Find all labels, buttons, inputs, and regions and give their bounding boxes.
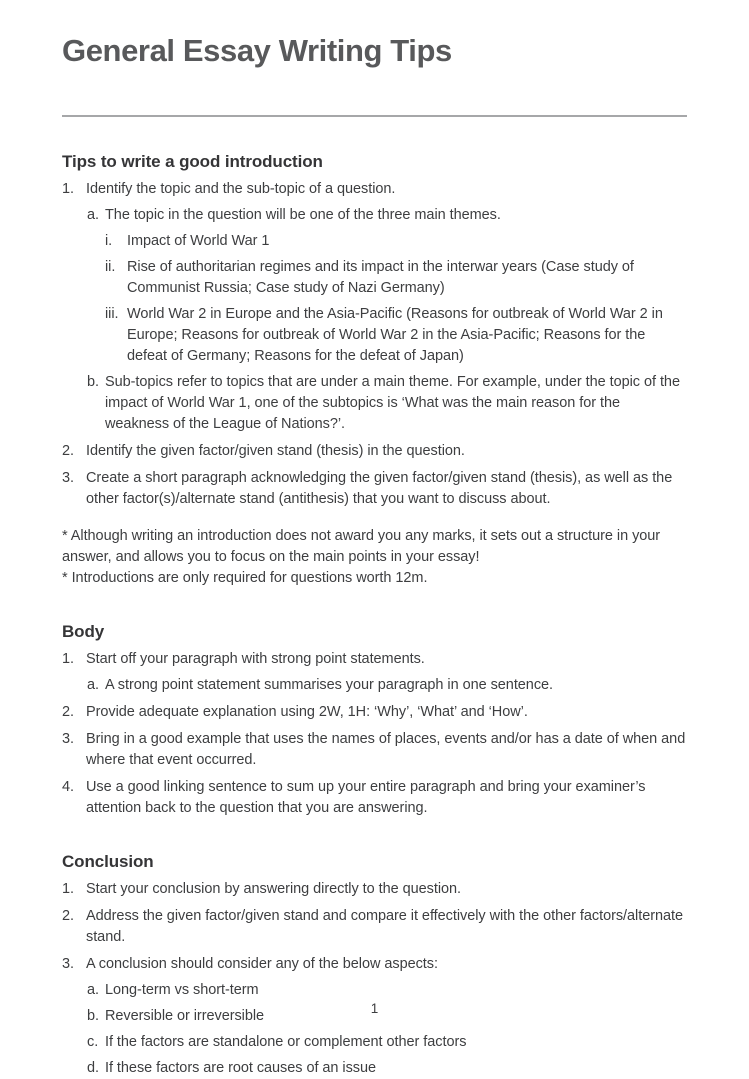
list-item-text: World War 2 in Europe and the Asia-Pacific (Reasons for outbreak of World War 2 in Europe; Reasons for outbreak of World War 2 in the Asia-Pacific; Reasons for the defeat of Germany; Reasons for the defeat of Japan) (127, 305, 663, 364)
list-item (87, 205, 687, 367)
list-marker: 1. (62, 180, 74, 197)
list-item (62, 702, 687, 723)
sub-list (87, 980, 687, 1079)
list-marker: 1. (62, 880, 74, 897)
horizontal-rule (62, 115, 687, 117)
list-item (62, 906, 687, 948)
list-item-text: Bring in a good example that uses the names of places, events and/or has a date of when and where that event occurred. (86, 730, 686, 768)
sub-list (87, 675, 687, 696)
list-item-text: A strong point statement summarises your paragraph in one sentence. (105, 676, 554, 693)
list-marker: iii. (105, 305, 119, 322)
sub-sub-list (105, 231, 687, 367)
list-marker: 3. (62, 955, 74, 972)
list-item (62, 954, 687, 1079)
list-item-text: Use a good linking sentence to sum up your entire paragraph and bring your examiner’s attention back to the question that you are answering. (86, 778, 646, 816)
list-marker: 2. (62, 703, 74, 720)
list-item (105, 304, 687, 367)
list-item-text: Identify the given factor/given stand (thesis) in the question. (86, 442, 465, 459)
list-marker: d. (87, 1059, 99, 1076)
page-title: General Essay Writing Tips (62, 33, 452, 68)
conclusion-list (62, 879, 687, 1079)
list-item-text: Rise of authoritarian regimes and its impact in the interwar years (Case study of Communist Russia; Case study of Nazi Germany) (127, 258, 634, 296)
list-item-text: A conclusion should consider any of the below aspects: (86, 955, 438, 972)
list-item-text: Start off your paragraph with strong point statements. (86, 650, 425, 667)
list-item-text: Impact of World War 1 (127, 232, 270, 249)
list-marker: a. (87, 981, 99, 998)
body-list (62, 649, 687, 819)
list-marker: 2. (62, 442, 74, 459)
list-marker: c. (87, 1033, 99, 1050)
list-marker: 4. (62, 778, 74, 795)
list-item (87, 1058, 687, 1079)
list-marker: 2. (62, 907, 74, 924)
page-number: 1 (370, 1001, 379, 1016)
list-item-text: Create a short paragraph acknowledging the given factor/given stand (thesis), as well as the other factor(s)/alternate stand (antithesis) that you want to discuss about. (86, 469, 673, 507)
list-item (62, 649, 687, 696)
list-marker: 1. (62, 650, 74, 667)
list-marker: a. (87, 206, 99, 223)
section-heading-introduction: Tips to write a good introduction (62, 151, 323, 171)
list-item (62, 468, 687, 510)
introduction-notes (62, 526, 687, 589)
list-item-text: The topic in the question will be one of the three main themes. (105, 206, 501, 223)
note-line: * Introductions are only required for questions worth 12m. (62, 569, 428, 586)
list-marker: ii. (105, 258, 116, 275)
list-marker: a. (87, 676, 99, 693)
introduction-list (62, 179, 687, 510)
note-line: * Although writing an introduction does not award you any marks, it sets out a structure in your answer, and allows you to focus on the main points in your essay! (62, 527, 661, 565)
list-marker: 3. (62, 730, 74, 747)
list-item-text: Address the given factor/given stand and compare it effectively with the other factors/​alternate stand. (86, 907, 684, 945)
list-item (105, 257, 687, 299)
list-marker: i. (105, 232, 113, 249)
list-item-text: Identify the topic and the sub-topic of a question. (86, 180, 396, 197)
list-marker: b. (87, 1007, 99, 1024)
section-heading-conclusion: Conclusion (62, 851, 154, 871)
list-item (62, 729, 687, 771)
list-item-text: If the factors are standalone or complement other factors (105, 1033, 467, 1050)
list-item (62, 441, 687, 462)
list-item-text: Provide adequate explanation using 2W, 1H: ‘Why’, ‘What’ and ‘How’. (86, 703, 528, 720)
list-item (87, 675, 687, 696)
sub-list (87, 205, 687, 435)
list-item (62, 777, 687, 819)
list-item (87, 372, 687, 435)
document-page (0, 33, 749, 1079)
list-item (87, 1032, 687, 1053)
list-item (62, 879, 687, 900)
list-item-text: If these factors are root causes of an issue (105, 1059, 377, 1076)
list-marker: b. (87, 373, 99, 390)
list-item-text: Sub-topics refer to topics that are under a main theme. For example, under the topic of the impact of World War 1, one of the subtopics is ‘What was the main reason for the weakness of the League of Nations?’. (105, 373, 680, 432)
list-marker: 3. (62, 469, 74, 486)
list-item (87, 980, 687, 1001)
section-heading-body: Body (62, 621, 105, 641)
list-item (62, 179, 687, 435)
list-item-text: Reversible or irreversible (105, 1007, 265, 1024)
list-item-text: Long-term vs short-term (105, 981, 259, 998)
list-item (105, 231, 687, 252)
list-item-text: Start your conclusion by answering directly to the question. (86, 880, 462, 897)
